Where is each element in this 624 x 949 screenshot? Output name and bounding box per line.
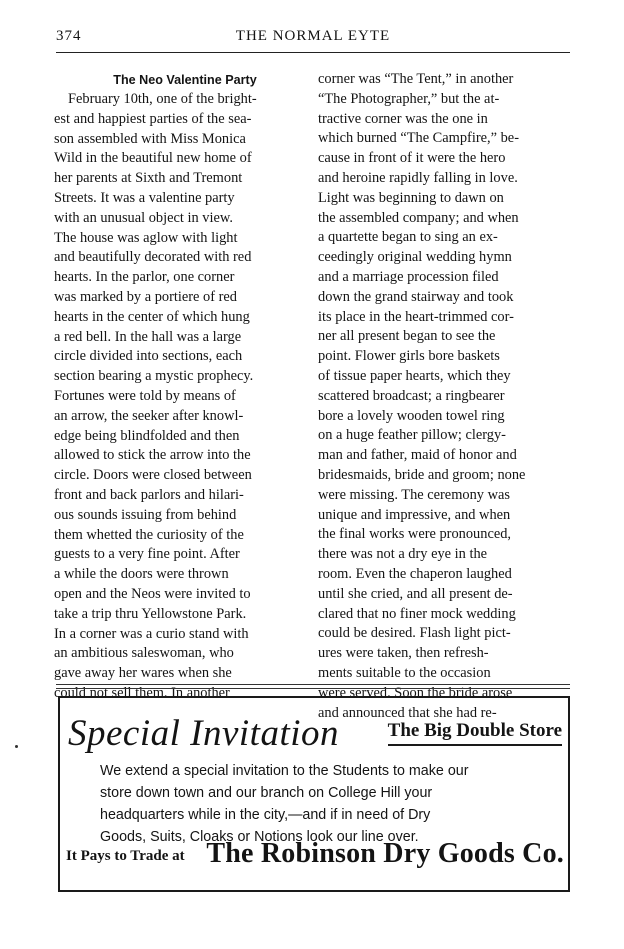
journal-title: THE NORMAL EYTE [235, 28, 391, 44]
text-line: room. Even the chaperon laughed [318, 565, 512, 582]
ad-body-line: Goods, Suits, Cloaks or Notions look our line over. [100, 829, 419, 845]
ad-store-name [388, 720, 562, 742]
paper-speck [15, 745, 18, 748]
ad-store-underline [388, 744, 562, 746]
text-line: could not sell them. In another [54, 684, 230, 701]
text-line: open and the Neos were invited to [54, 585, 251, 602]
text-line: Light was beginning to dawn on [318, 189, 504, 206]
text-line: down the grand stairway and took [318, 288, 514, 305]
page-number: 374 [56, 28, 82, 44]
text-line: with an unusual object in view. [54, 209, 233, 226]
section-divider-top [56, 684, 570, 685]
text-line: and a marriage procession filed [318, 268, 499, 285]
text-line: bore a lovely wooden towel ring [318, 407, 505, 424]
text-line: was marked by a portiere of red [54, 288, 238, 305]
ad-company-name: The Robinson Dry Goods Co. [206, 838, 564, 869]
text-line: est and happiest parties of the sea- [54, 110, 252, 127]
advertisement-box [58, 696, 570, 892]
text-line: an arrow, the seeker after knowl- [54, 407, 244, 424]
text-line: circle. Doors were closed between [54, 467, 252, 484]
text-line: man and father, maid of honor and [318, 447, 517, 464]
text-line: ceedingly original wedding hymn [318, 249, 512, 266]
header-rule [56, 52, 570, 53]
text-line: her parents at Sixth and Tremont [54, 170, 243, 187]
text-line: ner all present began to see the [318, 328, 496, 345]
text-line: clared that no finer mock wedding [318, 605, 516, 622]
text-line: guests to a very fine point. After [54, 546, 240, 563]
text-line: February 10th, one of the bright- [68, 91, 257, 107]
text-line: The house was aglow with light [54, 229, 238, 246]
text-line: hearts in the center of which hung [54, 308, 250, 325]
text-line: ments suitable to the occasion [318, 664, 491, 681]
text-line: section bearing a mystic prophecy. [54, 368, 254, 385]
text-line: the final works were pronounced, [318, 526, 512, 543]
text-line: and heroine rapidly falling in love. [318, 169, 518, 186]
ad-body-line: We extend a special invitation to the Students to make our [100, 763, 469, 779]
text-line: cause in front of it were the hero [318, 150, 506, 167]
text-line: corner was “The Tent,” in another [318, 71, 514, 87]
text-line: scattered broadcast; a ringbearer [318, 387, 505, 404]
text-line: Wild in the beautiful new home of [54, 150, 252, 167]
ad-tagline: It Pays to Trade at [66, 848, 185, 864]
text-line: edge being blindfolded and then [54, 427, 240, 444]
ad-body-line: headquarters while in the city,—and if in need of Dry [100, 807, 431, 823]
text-line: until she cried, and all present de- [318, 585, 513, 602]
running-header [56, 28, 570, 50]
text-line: the assembled company; and when [318, 209, 519, 226]
text-line: a quartette began to sing an ex- [318, 229, 498, 246]
text-line: a while the doors were thrown [54, 566, 229, 583]
text-line: take a trip thru Yellowstone Park. [54, 605, 247, 622]
text-line: circle divided into sections, each [54, 348, 243, 365]
article-column-right [318, 70, 570, 723]
article-heading: The Neo Valentine Party [113, 73, 257, 87]
ad-body [100, 760, 548, 848]
article-column-left [54, 70, 306, 704]
text-line: a red bell. In the hall was a large [54, 328, 242, 345]
text-line: and beautifully decorated with red [54, 249, 252, 266]
text-line: could be desired. Flash light pict- [318, 625, 511, 642]
text-line: were missing. The ceremony was [318, 486, 510, 503]
text-line: front and back parlors and hilari- [54, 486, 244, 503]
ad-title: Special Invitation [68, 713, 340, 754]
text-line: there was not a dry eye in the [318, 546, 488, 563]
text-line: ures were taken, then refresh- [318, 645, 489, 662]
text-line: were served. Soon the bride arose [318, 684, 513, 701]
text-line: allowed to stick the arrow into the [54, 447, 251, 464]
text-line: them whetted the curiosity of the [54, 526, 244, 543]
section-divider-bottom [56, 688, 570, 689]
text-line: which burned “The Campfire,” be- [318, 130, 519, 147]
text-line: an ambitious saleswoman, who [54, 645, 234, 662]
text-line: gave away her wares when she [54, 665, 232, 682]
text-line: and announced that she had re- [318, 704, 497, 721]
text-line: bridesmaids, bride and groom; none [318, 466, 526, 483]
text-line: point. Flower girls bore baskets [318, 348, 500, 365]
text-line: of tissue paper hearts, which they [318, 367, 511, 384]
text-line: its place in the heart-trimmed cor- [318, 308, 514, 325]
text-line: hearts. In the parlor, one corner [54, 269, 235, 286]
text-line: tractive corner was the one in [318, 110, 488, 127]
text-line: unique and impressive, and when [318, 506, 511, 523]
text-line: Streets. It was a valentine party [54, 189, 235, 206]
text-line: son assembled with Miss Monica [54, 130, 246, 147]
ad-store-name-text: The Big Double Store [387, 720, 562, 741]
text-line: ous sounds issuing from behind [54, 506, 237, 523]
text-line: Fortunes were told by means of [54, 387, 236, 404]
text-line: on a huge feather pillow; clergy- [318, 427, 506, 444]
ad-body-line: store down town and our branch on College Hill your [100, 785, 433, 801]
text-line: “The Photographer,” but the at- [318, 90, 500, 107]
text-line: In a corner was a curio stand with [54, 625, 249, 642]
